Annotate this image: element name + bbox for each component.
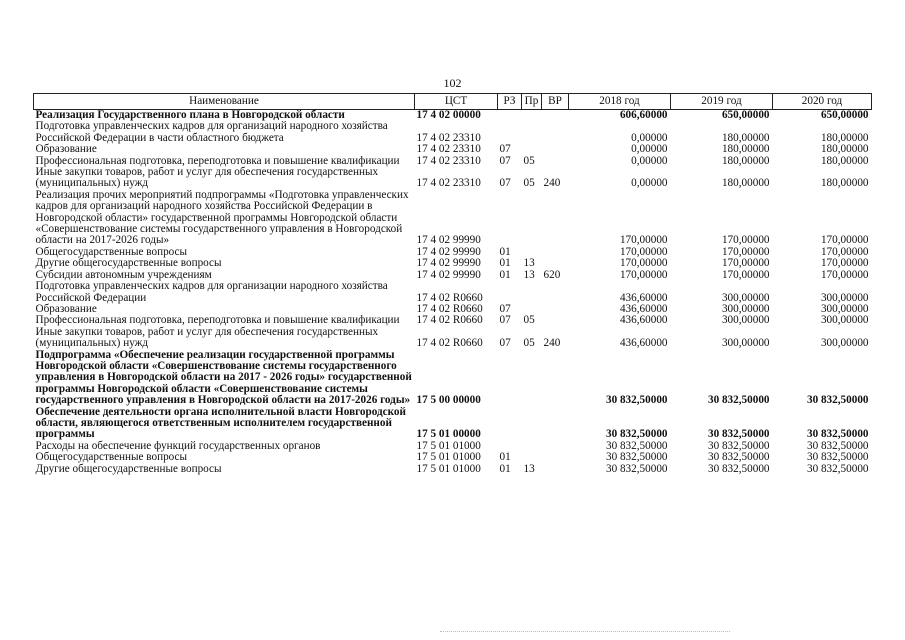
row-2018: 170,00000 bbox=[619, 268, 668, 281]
row-rz: 01 bbox=[499, 462, 511, 475]
row-name: Субсидии автономным учреждениям bbox=[35, 268, 212, 281]
row-2019: 170,00000 bbox=[721, 257, 770, 270]
header-pr: Пр bbox=[522, 94, 542, 110]
row-2019: 30 832,50000 bbox=[707, 394, 770, 407]
row-vr bbox=[542, 452, 569, 463]
row-vr bbox=[542, 441, 569, 452]
row-pr bbox=[522, 441, 542, 452]
row-rz: 01 bbox=[499, 257, 511, 270]
row-2020: 30 832,50000 bbox=[806, 451, 869, 464]
row-2018: 0,00000 bbox=[631, 177, 668, 190]
row-2020: 30 832,50000 bbox=[806, 394, 869, 407]
row-rz: 07 bbox=[499, 154, 511, 167]
row-cst: 17 4 02 23310 bbox=[416, 143, 481, 156]
row-rz bbox=[498, 110, 522, 122]
row-cst: 17 4 02 00000 bbox=[416, 109, 481, 121]
header-rz: РЗ bbox=[498, 94, 522, 110]
row-2018: 0,00000 bbox=[631, 131, 668, 144]
row-2018: 30 832,50000 bbox=[605, 462, 668, 475]
row-vr bbox=[542, 315, 569, 326]
row-rz: 01 bbox=[499, 245, 511, 258]
row-rz: 07 bbox=[499, 302, 511, 315]
row-rz: 07 bbox=[499, 143, 511, 156]
row-pr bbox=[522, 452, 542, 463]
table-row bbox=[34, 407, 872, 441]
row-2020: 170,00000 bbox=[820, 257, 869, 270]
row-cst: 17 4 02 99990 bbox=[416, 257, 481, 270]
row-cst: 17 5 01 00000 bbox=[416, 428, 481, 441]
row-2020: 180,00000 bbox=[820, 143, 869, 156]
row-2018: 436,60000 bbox=[619, 302, 668, 315]
row-pr bbox=[522, 281, 542, 304]
row-name: Другие общегосударственные вопросы bbox=[35, 462, 222, 475]
row-2018: 0,00000 bbox=[631, 143, 668, 156]
row-name: Обеспечение деятельности органа исполнительной власти Новгородской области, являющегося ответственным исполнителем государственной программы bbox=[35, 405, 406, 441]
row-vr bbox=[542, 281, 569, 304]
row-vr bbox=[542, 144, 569, 155]
row-2020: 170,00000 bbox=[820, 234, 869, 247]
row-pr bbox=[522, 121, 542, 144]
row-2020: 170,00000 bbox=[820, 245, 869, 258]
row-2018: 30 832,50000 bbox=[605, 439, 668, 452]
row-2018: 170,00000 bbox=[619, 234, 668, 247]
row-cst: 17 4 02 R0660 bbox=[416, 302, 483, 315]
header-2020: 2020 год bbox=[773, 94, 872, 110]
row-cst: 17 4 02 R0660 bbox=[416, 314, 483, 327]
row-vr: 240 bbox=[543, 177, 561, 190]
row-pr: 13 bbox=[523, 462, 535, 475]
row-cst: 17 4 02 23310 bbox=[416, 131, 481, 144]
row-pr: 05 bbox=[523, 337, 535, 350]
row-vr bbox=[542, 156, 569, 167]
scan-artifact bbox=[440, 631, 730, 636]
row-vr bbox=[542, 407, 569, 441]
table-row bbox=[34, 144, 872, 155]
row-vr bbox=[542, 110, 569, 122]
row-rz bbox=[498, 190, 522, 247]
row-pr bbox=[522, 190, 542, 247]
row-vr bbox=[542, 304, 569, 315]
row-vr bbox=[542, 350, 569, 407]
row-2018: 0,00000 bbox=[631, 154, 668, 167]
row-2019: 30 832,50000 bbox=[707, 428, 770, 441]
table-row bbox=[34, 327, 872, 350]
row-cst: 17 4 02 99990 bbox=[416, 234, 481, 247]
row-vr bbox=[542, 464, 569, 475]
header-2019: 2019 год bbox=[671, 94, 773, 110]
row-rz: 01 bbox=[499, 451, 511, 464]
row-2020: 170,00000 bbox=[820, 268, 869, 281]
row-vr: 620 bbox=[543, 268, 561, 281]
table-body bbox=[34, 110, 872, 476]
row-pr bbox=[522, 144, 542, 155]
row-2018: 170,00000 bbox=[619, 257, 668, 270]
row-cst: 17 4 02 99990 bbox=[416, 245, 481, 258]
row-name: Подготовка управленческих кадров для организации народного хозяйства Российской Федерации bbox=[35, 280, 388, 304]
row-cst: 17 4 02 99990 bbox=[416, 268, 481, 281]
row-vr bbox=[542, 190, 569, 247]
row-2019: 300,00000 bbox=[721, 291, 770, 304]
row-rz bbox=[498, 350, 522, 407]
row-2019: 30 832,50000 bbox=[707, 462, 770, 475]
row-2019: 180,00000 bbox=[721, 154, 770, 167]
row-name: Иные закупки товаров, работ и услуг для обеспечения государственных (муниципальных) нужд bbox=[35, 325, 379, 350]
row-pr bbox=[522, 350, 542, 407]
row-2018: 606,60000 bbox=[619, 109, 668, 121]
header-cst: ЦСТ bbox=[415, 94, 498, 110]
header-2018: 2018 год bbox=[569, 94, 671, 110]
row-rz: 07 bbox=[499, 177, 511, 190]
row-2018: 30 832,50000 bbox=[605, 451, 668, 464]
table-header-row bbox=[34, 94, 872, 110]
row-2020: 300,00000 bbox=[820, 314, 869, 327]
row-pr: 13 bbox=[523, 268, 535, 281]
row-name: Общегосударственные вопросы bbox=[35, 451, 188, 464]
row-2020: 300,00000 bbox=[820, 302, 869, 315]
row-cst: 17 5 01 01000 bbox=[416, 451, 481, 464]
row-2018: 436,60000 bbox=[619, 314, 668, 327]
row-2019: 170,00000 bbox=[721, 268, 770, 281]
row-vr bbox=[542, 247, 569, 258]
row-2018: 30 832,50000 bbox=[605, 394, 668, 407]
row-name: Профессиональная подготовка, переподготовка и повышение квалификации bbox=[35, 314, 400, 327]
table-row bbox=[34, 464, 872, 475]
budget-table bbox=[33, 93, 872, 475]
row-cst: 17 5 01 01000 bbox=[416, 462, 481, 475]
row-2019: 180,00000 bbox=[721, 131, 770, 144]
row-2020: 300,00000 bbox=[820, 337, 869, 350]
row-rz: 07 bbox=[499, 337, 511, 350]
table-row bbox=[34, 315, 872, 326]
row-cst: 17 5 01 01000 bbox=[416, 439, 481, 452]
table-row bbox=[34, 190, 872, 247]
row-cst: 17 4 02 R0660 bbox=[416, 337, 483, 350]
row-rz: 07 bbox=[499, 314, 511, 327]
row-name: Образование bbox=[35, 302, 97, 315]
row-vr bbox=[542, 121, 569, 144]
table-row bbox=[34, 350, 872, 407]
row-cst: 17 4 02 23310 bbox=[416, 177, 481, 190]
row-cst: 17 4 02 23310 bbox=[416, 154, 481, 167]
header-vr: ВР bbox=[542, 94, 569, 110]
row-vr bbox=[542, 258, 569, 269]
row-pr: 05 bbox=[523, 154, 535, 167]
row-pr bbox=[522, 407, 542, 441]
table-row bbox=[34, 281, 872, 304]
row-2020: 30 832,50000 bbox=[806, 428, 869, 441]
row-pr: 05 bbox=[523, 177, 535, 190]
row-2019: 180,00000 bbox=[721, 143, 770, 156]
row-2020: 180,00000 bbox=[820, 177, 869, 190]
row-name: Иные закупки товаров, работ и услуг для обеспечения государственных (муниципальных) нужд bbox=[35, 166, 379, 190]
table-row bbox=[34, 121, 872, 144]
row-name: Подготовка управленческих кадров для организаций народного хозяйства Российской Федерации в части областного бюджета bbox=[35, 120, 388, 144]
header-name: Наименование bbox=[34, 94, 415, 110]
row-2019: 300,00000 bbox=[721, 337, 770, 350]
page-number: 102 bbox=[443, 76, 462, 90]
row-pr: 05 bbox=[523, 314, 535, 327]
row-2019: 170,00000 bbox=[721, 245, 770, 258]
row-name: Реализация прочих мероприятий подпрограммы «Подготовка управленческих кадров для организаций народного хозяйства Российской Федерации в Новгородской области» государственной программы Новгородской области «Совершенствование системы государственного управления в Новгородской области на 2017-2026 годы» bbox=[35, 188, 409, 247]
row-pr: 13 bbox=[523, 257, 535, 270]
row-2019: 30 832,50000 bbox=[707, 439, 770, 452]
row-name: Другие общегосударственные вопросы bbox=[35, 257, 222, 270]
row-2018: 30 832,50000 bbox=[605, 428, 668, 441]
row-name: Общегосударственные вопросы bbox=[35, 245, 188, 258]
row-2020: 180,00000 bbox=[820, 154, 869, 167]
table-row bbox=[34, 452, 872, 463]
row-2019: 180,00000 bbox=[721, 177, 770, 190]
row-2020: 300,00000 bbox=[820, 291, 869, 304]
row-2020: 650,00000 bbox=[820, 109, 869, 121]
row-2019: 300,00000 bbox=[721, 302, 770, 315]
row-name: Профессиональная подготовка, переподготовка и повышение квалификации bbox=[35, 154, 400, 167]
row-2019: 30 832,50000 bbox=[707, 451, 770, 464]
row-cst: 17 4 02 R0660 bbox=[416, 291, 483, 304]
row-2019: 300,00000 bbox=[721, 314, 770, 327]
row-name: Подпрограмма «Обеспечение реализации государственной программы Новгородской области «Совершенствование системы государственного управления в Новгородской области на 2017 - 2026 годы» государственной программы Новгородской области «Совершенствование системы государственного управления в Новгородской области на 2017-2026 годы» bbox=[35, 348, 412, 407]
table-row bbox=[34, 167, 872, 190]
row-2018: 170,00000 bbox=[619, 245, 668, 258]
row-2020: 30 832,50000 bbox=[806, 462, 869, 475]
row-cst: 17 5 00 00000 bbox=[416, 394, 481, 407]
table-row bbox=[34, 258, 872, 269]
row-rz bbox=[498, 407, 522, 441]
row-rz bbox=[498, 121, 522, 144]
row-2019: 170,00000 bbox=[721, 234, 770, 247]
row-name: Реализация Государственного плана в Новгородской области bbox=[35, 109, 345, 121]
row-rz: 01 bbox=[499, 268, 511, 281]
row-pr bbox=[522, 110, 542, 122]
row-rz bbox=[498, 281, 522, 304]
row-2020: 30 832,50000 bbox=[806, 439, 869, 452]
row-2018: 436,60000 bbox=[619, 291, 668, 304]
row-2019: 650,00000 bbox=[721, 109, 770, 121]
row-name: Расходы на обеспечение функций государственных органов bbox=[35, 439, 321, 452]
row-2018: 436,60000 bbox=[619, 337, 668, 350]
row-2020: 180,00000 bbox=[820, 131, 869, 144]
row-name: Образование bbox=[35, 143, 97, 156]
row-vr: 240 bbox=[543, 337, 561, 350]
